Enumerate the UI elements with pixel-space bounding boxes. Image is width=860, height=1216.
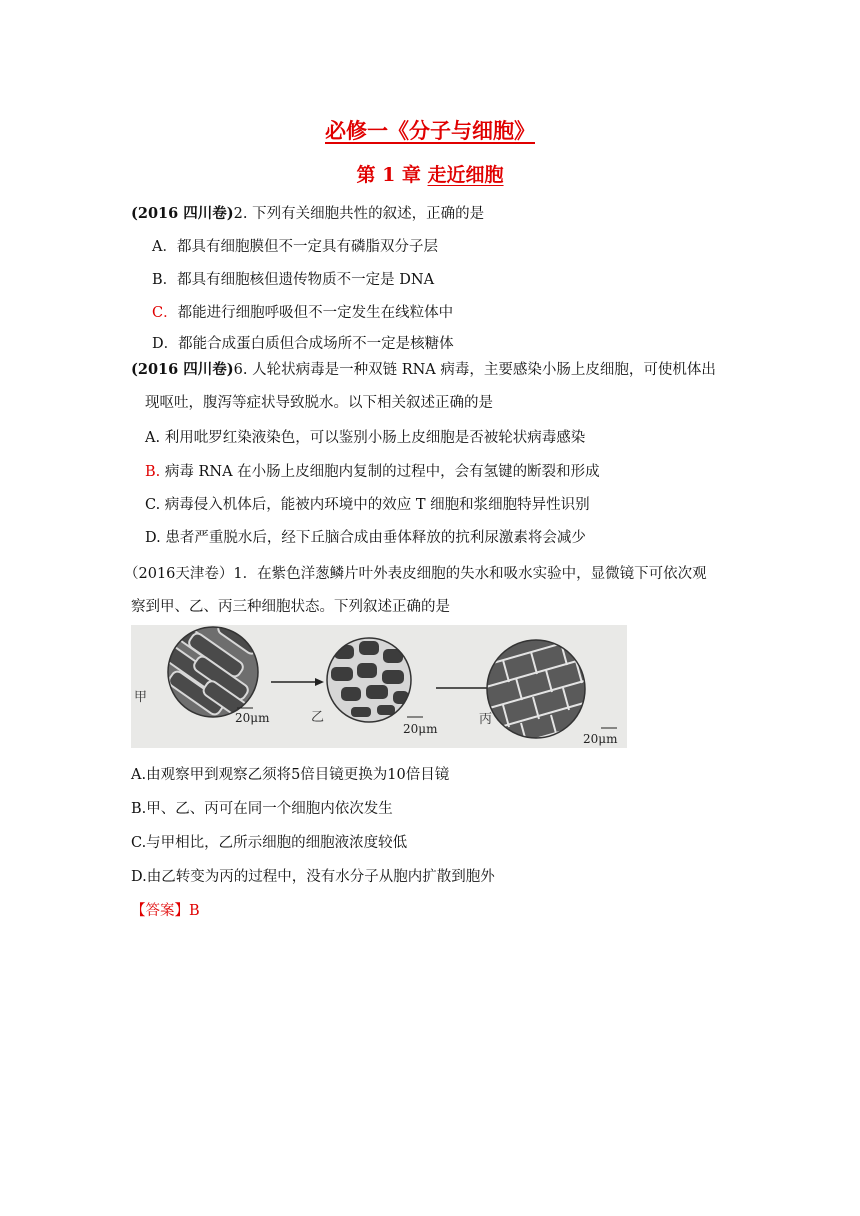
option-text: 利用吡罗红染液染色，可以鉴别小肠上皮细胞是否被轮状病毒感染 (160, 430, 586, 446)
label-bing: 丙 (479, 712, 493, 727)
question-2-option-c (145, 495, 590, 515)
page-title: 必修一《分子与细胞》 (325, 118, 535, 143)
option-letter-answer: B. (145, 464, 161, 480)
option-text: 病毒 RNA 在小肠上皮细胞内复制的过程中，会有氢键的断裂和形成 (160, 464, 600, 480)
chapter-heading (0, 160, 860, 187)
question-1-option-a (152, 237, 438, 257)
option-letter: D. (145, 530, 161, 546)
answer-line (131, 901, 200, 921)
option-letter: D． (152, 336, 179, 352)
answer-value: B (189, 903, 200, 919)
question-1-option-d (152, 334, 454, 354)
option-text: 患者严重脱水后，经下丘脑合成由垂体释放的抗利尿激素将会减少 (160, 530, 586, 546)
question-3-option-d: D.由乙转变为丙的过程中，没有水分子从胞内扩散到胞外 (131, 869, 495, 885)
option-letter: A. (145, 430, 161, 446)
option-text: 都能进行细胞呼吸但不一定发生在线粒体中 (177, 305, 454, 321)
option-text: 都能合成蛋白质但合成场所不一定是核糖体 (178, 336, 454, 352)
microscope-figure (131, 625, 627, 748)
option-letter: A． (152, 239, 177, 255)
cell-view-bing (486, 635, 591, 748)
question-2-option-b (145, 462, 600, 482)
question-source: (2016 四川卷) (131, 361, 234, 378)
question-text: 2. 下列有关细胞共性的叙述，正确的是 (233, 206, 485, 222)
question-text: 6. 人轮状病毒是一种双链 RNA 病毒，主要感染小肠上皮细胞，可使机体出 (233, 362, 716, 378)
question-2-option-d (145, 528, 586, 548)
question-3-stem-line2: 察到甲、乙、丙三种细胞状态。下列叙述正确的是 (131, 599, 450, 615)
option-text: 病毒侵入机体后，能被内环境中的效应 T 细胞和浆细胞特异性识别 (160, 497, 590, 513)
question-1-option-b (152, 270, 434, 290)
arrow-icon (271, 678, 324, 686)
label-yi: 乙 (311, 710, 325, 725)
question-source: (2016 四川卷) (131, 205, 234, 222)
label-jia: 甲 (134, 690, 148, 705)
option-letter: C. (145, 497, 161, 513)
scale-bar-2: 20μm (403, 722, 438, 736)
option-letter: B． (152, 272, 178, 288)
question-1-option-c (152, 303, 453, 323)
cell-view-yi (327, 638, 411, 722)
scale-bar-1: 20μm (235, 711, 270, 725)
question-2-stem-line2: 现呕吐，腹泻等症状导致脱水。以下相关叙述正确的是 (145, 395, 493, 411)
cell-view-jia (162, 625, 261, 724)
cell-micrographs (131, 625, 627, 748)
question-2-stem-line1 (131, 360, 716, 380)
chapter-name: 走近细胞 (427, 164, 504, 186)
option-text: 都具有细胞核但遗传物质不一定是 DNA (177, 272, 435, 288)
scale-bar-3: 20μm (583, 732, 618, 746)
question-1-stem (131, 204, 484, 224)
question-3-option-a: A.由观察甲到观察乙须将5倍目镜更换为10倍目镜 (131, 767, 450, 783)
option-letter-answer: C． (152, 305, 178, 321)
question-3-stem-line1: （2016天津卷）1．在紫色洋葱鳞片叶外表皮细胞的失水和吸水实验中，显微镜下可依次观 (124, 566, 707, 582)
chapter-number: 第 1 章 (356, 164, 421, 186)
answer-label: 【答案】 (131, 903, 189, 919)
question-3-option-b: B.甲、乙、丙可在同一个细胞内依次发生 (131, 801, 393, 817)
option-text: 都具有细胞膜但不一定具有磷脂双分子层 (176, 239, 438, 255)
question-3-option-c: C.与甲相比，乙所示细胞的细胞液浓度较低 (131, 835, 408, 851)
question-2-option-a (145, 428, 585, 448)
